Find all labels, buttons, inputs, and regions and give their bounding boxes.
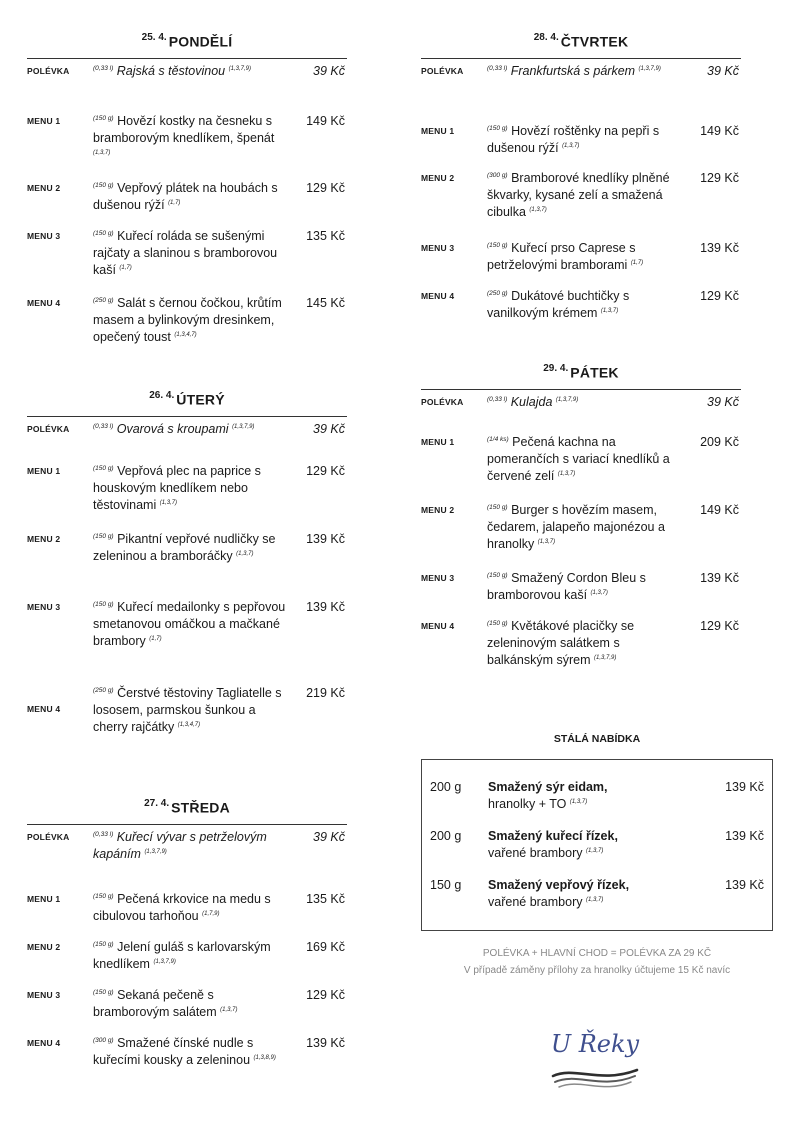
offer-side: vařené brambory bbox=[488, 895, 583, 909]
day-name: STŘEDA bbox=[171, 799, 230, 816]
price: 149 Kč bbox=[700, 503, 739, 517]
dish-name: Pikantní vepřové nudličky se zeleninou a bramboráčky bbox=[93, 532, 276, 563]
portion: (0,33 l) bbox=[93, 64, 114, 72]
price: 129 Kč bbox=[700, 289, 739, 303]
allergens: (1,3,7) bbox=[159, 499, 178, 506]
dish-name: Pečená krkovice na medu s cibulovou tarhoňou bbox=[93, 892, 271, 923]
day-header bbox=[27, 390, 347, 414]
portion: (150 g) bbox=[93, 600, 114, 608]
allergens: (1,3,7,9) bbox=[144, 848, 167, 855]
menu-item bbox=[421, 618, 741, 678]
item-label: MENU 2 bbox=[421, 173, 455, 183]
dish-name: Čerstvé těstoviny Tagliatelle s lososem, parmskou šunkou a cherry rajčátky bbox=[93, 686, 282, 734]
offer-price: 139 Kč bbox=[725, 780, 764, 794]
portion: (0,33 l) bbox=[93, 830, 114, 838]
item-label: MENU 1 bbox=[421, 437, 455, 447]
menu-item bbox=[27, 228, 347, 295]
price: 139 Kč bbox=[306, 1036, 345, 1050]
offer-weight: 200 g bbox=[430, 829, 462, 843]
price: 209 Kč bbox=[700, 435, 739, 449]
item-label: MENU 2 bbox=[421, 505, 455, 515]
price: 219 Kč bbox=[306, 686, 345, 700]
menu-item bbox=[421, 434, 741, 502]
portion: (300 g) bbox=[487, 171, 508, 179]
portion: (150 g) bbox=[93, 229, 114, 237]
price: 39 Kč bbox=[313, 422, 345, 436]
portion: (0,33 l) bbox=[487, 64, 508, 72]
portion: (150 g) bbox=[487, 241, 508, 249]
allergens: (1,3,7) bbox=[220, 1006, 238, 1013]
item-label: MENU 2 bbox=[27, 183, 61, 193]
item-label: MENU 1 bbox=[27, 466, 61, 476]
item-label: MENU 4 bbox=[421, 621, 455, 631]
allergens: (1,3,7,9) bbox=[555, 396, 579, 403]
portion: (150 g) bbox=[487, 571, 508, 579]
allergens: (1,3,7) bbox=[537, 538, 556, 545]
divider bbox=[27, 824, 347, 825]
offer-price: 139 Kč bbox=[725, 878, 764, 892]
item-label: MENU 1 bbox=[27, 116, 61, 126]
allergens: (1,7) bbox=[119, 264, 132, 271]
price: 169 Kč bbox=[306, 940, 345, 954]
day-streda bbox=[27, 798, 347, 1093]
offer-weight: 150 g bbox=[430, 878, 462, 892]
menu-item bbox=[421, 240, 741, 288]
price: 129 Kč bbox=[306, 181, 345, 195]
portion: (150 g) bbox=[487, 124, 508, 132]
portion: (250 g) bbox=[93, 686, 114, 694]
logo-text: U Řeky bbox=[550, 1030, 640, 1058]
offer-price: 139 Kč bbox=[725, 829, 764, 843]
menu-item-soup bbox=[27, 829, 347, 891]
portion: (150 g) bbox=[487, 503, 508, 511]
allergens: (1,3,7,9) bbox=[638, 65, 661, 72]
menu-item bbox=[27, 295, 347, 355]
day-header bbox=[27, 798, 347, 822]
allergens: (1,3,7) bbox=[585, 896, 604, 903]
allergens: (1,7) bbox=[149, 635, 162, 642]
portion: (250 g) bbox=[487, 289, 508, 297]
item-label: POLÉVKA bbox=[27, 66, 70, 76]
portion: (250 g) bbox=[93, 296, 114, 304]
offer-side: hranolky + TO bbox=[488, 797, 567, 811]
price: 145 Kč bbox=[306, 296, 345, 310]
dish-name: Kuřecí roláda se sušenými rajčaty a slaninou s bramborovou kaší bbox=[93, 229, 278, 277]
dish-name: Salát s černou čočkou, krůtím masem a bylinkovým dresinkem, opečený toust bbox=[93, 296, 282, 344]
price: 39 Kč bbox=[313, 830, 345, 844]
allergens: (1,3,7,9) bbox=[228, 65, 251, 72]
side-swap-note: V případě záměny přílohy za hranolky účtujeme 15 Kč navíc bbox=[463, 965, 731, 976]
day-header bbox=[27, 32, 347, 56]
offer-weight: 200 g bbox=[430, 780, 462, 794]
offer-side: vařené brambory bbox=[488, 846, 583, 860]
day-date: 27. 4. bbox=[144, 798, 170, 809]
divider bbox=[421, 58, 741, 59]
dish-name: Vepřová plec na paprice s houskovým knedlíkem nebo těstovinami bbox=[93, 464, 261, 512]
item-label: MENU 4 bbox=[27, 1038, 61, 1048]
permanent-offer-title: STÁLÁ NABÍDKA bbox=[553, 733, 641, 745]
dish-name: Hovězí kostky na česneku s bramborovým knedlíkem, špenát bbox=[93, 114, 275, 145]
menu-item bbox=[421, 288, 741, 332]
portion: (150 g) bbox=[93, 940, 114, 948]
day-date: 28. 4. bbox=[533, 32, 559, 43]
dish-name: Frankfurtská s párkem bbox=[510, 64, 636, 78]
dish-name: Dukátové buchtičky s vanilkovým krémem bbox=[487, 289, 630, 320]
item-label: MENU 4 bbox=[421, 291, 455, 301]
price: 129 Kč bbox=[700, 619, 739, 633]
allergens: (1,3,7,9) bbox=[153, 958, 176, 965]
day-name: PONDĚLÍ bbox=[168, 33, 233, 50]
allergens: (1,3,7) bbox=[557, 470, 576, 477]
menu-item bbox=[27, 1035, 347, 1093]
menu-item bbox=[27, 939, 347, 987]
menu-item bbox=[27, 987, 347, 1035]
menu-item-soup bbox=[421, 394, 741, 434]
dish-name: Kuřecí prso Caprese s petrželovými bramborami bbox=[487, 241, 636, 272]
dish-name: Burger s hovězím masem, čedarem, jalapeňo majonézou a hranolky bbox=[487, 503, 665, 551]
dish-name: Kuřecí medailonky s pepřovou smetanovou omáčkou a mačkané brambory bbox=[93, 600, 286, 648]
permanent-offer-box bbox=[421, 759, 773, 931]
menu-item bbox=[421, 123, 741, 170]
price: 149 Kč bbox=[306, 114, 345, 128]
price: 139 Kč bbox=[306, 600, 345, 614]
allergens: (1,3,7) bbox=[529, 206, 547, 213]
portion: (150 g) bbox=[93, 181, 114, 189]
day-name: ČTVRTEK bbox=[560, 33, 629, 50]
menu-item bbox=[27, 685, 347, 765]
price: 149 Kč bbox=[700, 124, 739, 138]
item-label: MENU 3 bbox=[27, 990, 61, 1000]
item-label: MENU 3 bbox=[421, 573, 455, 583]
offer-name: Smažený kuřecí řízek, bbox=[488, 829, 618, 843]
combo-note: POLÉVKA + HLAVNÍ CHOD = POLÉVKA ZA 29 KČ bbox=[482, 948, 712, 959]
price: 39 Kč bbox=[313, 64, 345, 78]
dish-name: Hovězí roštěnky na pepři s dušenou rýží bbox=[487, 124, 660, 155]
divider bbox=[27, 416, 347, 417]
restaurant-logo bbox=[545, 1030, 645, 1092]
menu-item bbox=[27, 891, 347, 939]
item-label: MENU 4 bbox=[27, 704, 61, 714]
item-label: MENU 3 bbox=[421, 243, 455, 253]
item-label: POLÉVKA bbox=[421, 397, 464, 407]
dish-name: Sekaná pečeně s bramborovým salátem bbox=[93, 988, 217, 1019]
portion: (0,33 l) bbox=[93, 422, 114, 430]
item-label: MENU 3 bbox=[27, 231, 61, 241]
menu-item bbox=[27, 531, 347, 599]
price: 129 Kč bbox=[306, 464, 345, 478]
price: 139 Kč bbox=[306, 532, 345, 546]
portion: (0,33 l) bbox=[487, 395, 508, 403]
day-ctvrtek bbox=[421, 32, 741, 332]
portion: (150 g) bbox=[93, 114, 114, 122]
menu-item bbox=[27, 113, 347, 180]
dish-name: Pečená kachna na pomerančích s variací knedlíků a červené zelí bbox=[487, 435, 670, 483]
price: 135 Kč bbox=[306, 892, 345, 906]
price: 129 Kč bbox=[306, 988, 345, 1002]
allergens: (1,3,7,9) bbox=[593, 654, 617, 661]
dish-name: Rajská s těstovinou bbox=[116, 64, 226, 78]
dish-name: Kuřecí vývar s petrželovým kapáním bbox=[93, 830, 267, 861]
offer-name: Smažený vepřový řízek, bbox=[488, 878, 630, 892]
price: 135 Kč bbox=[306, 229, 345, 243]
dish-name: Kulajda bbox=[510, 395, 553, 409]
portion: (150 g) bbox=[93, 464, 114, 472]
allergens: (1,3,4,7) bbox=[177, 721, 201, 728]
dish-name: Jelení guláš s karlovarským knedlíkem bbox=[93, 940, 271, 971]
price: 139 Kč bbox=[700, 571, 739, 585]
day-date: 25. 4. bbox=[141, 32, 167, 43]
item-label: MENU 1 bbox=[421, 126, 455, 136]
allergens: (1,3,7) bbox=[93, 149, 111, 156]
day-pondeli bbox=[27, 32, 347, 355]
portion: (1/4 ks) bbox=[487, 435, 509, 443]
menu-item-soup bbox=[27, 421, 347, 463]
allergens: (1,3,4,7) bbox=[174, 331, 197, 338]
day-utery bbox=[27, 390, 347, 765]
allergens: (1,3,7) bbox=[600, 307, 619, 314]
price: 39 Kč bbox=[707, 64, 739, 78]
day-date: 26. 4. bbox=[149, 390, 175, 401]
item-label: MENU 1 bbox=[27, 894, 61, 904]
dish-name: Ovarová s kroupami bbox=[116, 422, 229, 436]
item-label: MENU 2 bbox=[27, 942, 61, 952]
dish-name: Vepřový plátek na houbách s dušenou rýží bbox=[93, 181, 278, 212]
item-label: MENU 2 bbox=[27, 534, 61, 544]
menu-item bbox=[27, 599, 347, 685]
dish-name: Bramborové knedlíky plněné škvarky, kysané zelí a smažená cibulka bbox=[487, 171, 670, 219]
allergens: (1,3,7,9) bbox=[232, 423, 255, 430]
portion: (150 g) bbox=[93, 532, 114, 540]
menu-item bbox=[421, 570, 741, 618]
allergens: (1,3,7) bbox=[585, 847, 604, 854]
portion: (300 g) bbox=[93, 1036, 114, 1044]
allergens: (1,3,7) bbox=[569, 798, 588, 805]
dish-name: Smažené čínské nudle s kuřecími kousky a zeleninou bbox=[93, 1036, 254, 1067]
menu-item bbox=[27, 463, 347, 531]
day-date: 29. 4. bbox=[543, 363, 569, 374]
day-header bbox=[421, 32, 741, 56]
divider bbox=[27, 58, 347, 59]
item-label: MENU 4 bbox=[27, 298, 61, 308]
menu-item-soup bbox=[27, 63, 347, 113]
divider bbox=[421, 389, 741, 390]
menu-item bbox=[421, 502, 741, 570]
day-name: PÁTEK bbox=[570, 364, 619, 381]
allergens: (1,7) bbox=[630, 259, 644, 266]
allergens: (1,7) bbox=[168, 199, 181, 206]
day-header bbox=[421, 363, 741, 387]
price: 39 Kč bbox=[707, 395, 739, 409]
day-patek bbox=[421, 363, 741, 678]
item-label: POLÉVKA bbox=[421, 66, 464, 76]
price: 139 Kč bbox=[700, 241, 739, 255]
item-label: POLÉVKA bbox=[27, 424, 70, 434]
dish-name: Smažený Cordon Bleu s bramborovou kaší bbox=[487, 571, 646, 602]
allergens: (1,3,7) bbox=[562, 142, 580, 149]
wave-icon bbox=[545, 1064, 645, 1094]
menu-item bbox=[27, 180, 347, 228]
allergens: (1,3,7) bbox=[236, 550, 254, 557]
item-label: POLÉVKA bbox=[27, 832, 70, 842]
portion: (150 g) bbox=[487, 619, 508, 627]
menu-item bbox=[421, 170, 741, 240]
portion: (150 g) bbox=[93, 892, 114, 900]
day-name: ÚTERÝ bbox=[176, 391, 225, 408]
allergens: (1,3,8,9) bbox=[253, 1054, 276, 1061]
price: 129 Kč bbox=[700, 171, 739, 185]
portion: (150 g) bbox=[93, 988, 114, 996]
allergens: (1,3,7) bbox=[590, 589, 608, 596]
offer-name: Smažený sýr eidam, bbox=[488, 780, 608, 794]
menu-item-soup bbox=[421, 63, 741, 123]
item-label: MENU 3 bbox=[27, 602, 61, 612]
allergens: (1,7,9) bbox=[202, 910, 220, 917]
dish-name: Květákové placičky se zeleninovým salátkem s balkánským sýrem bbox=[487, 619, 635, 667]
